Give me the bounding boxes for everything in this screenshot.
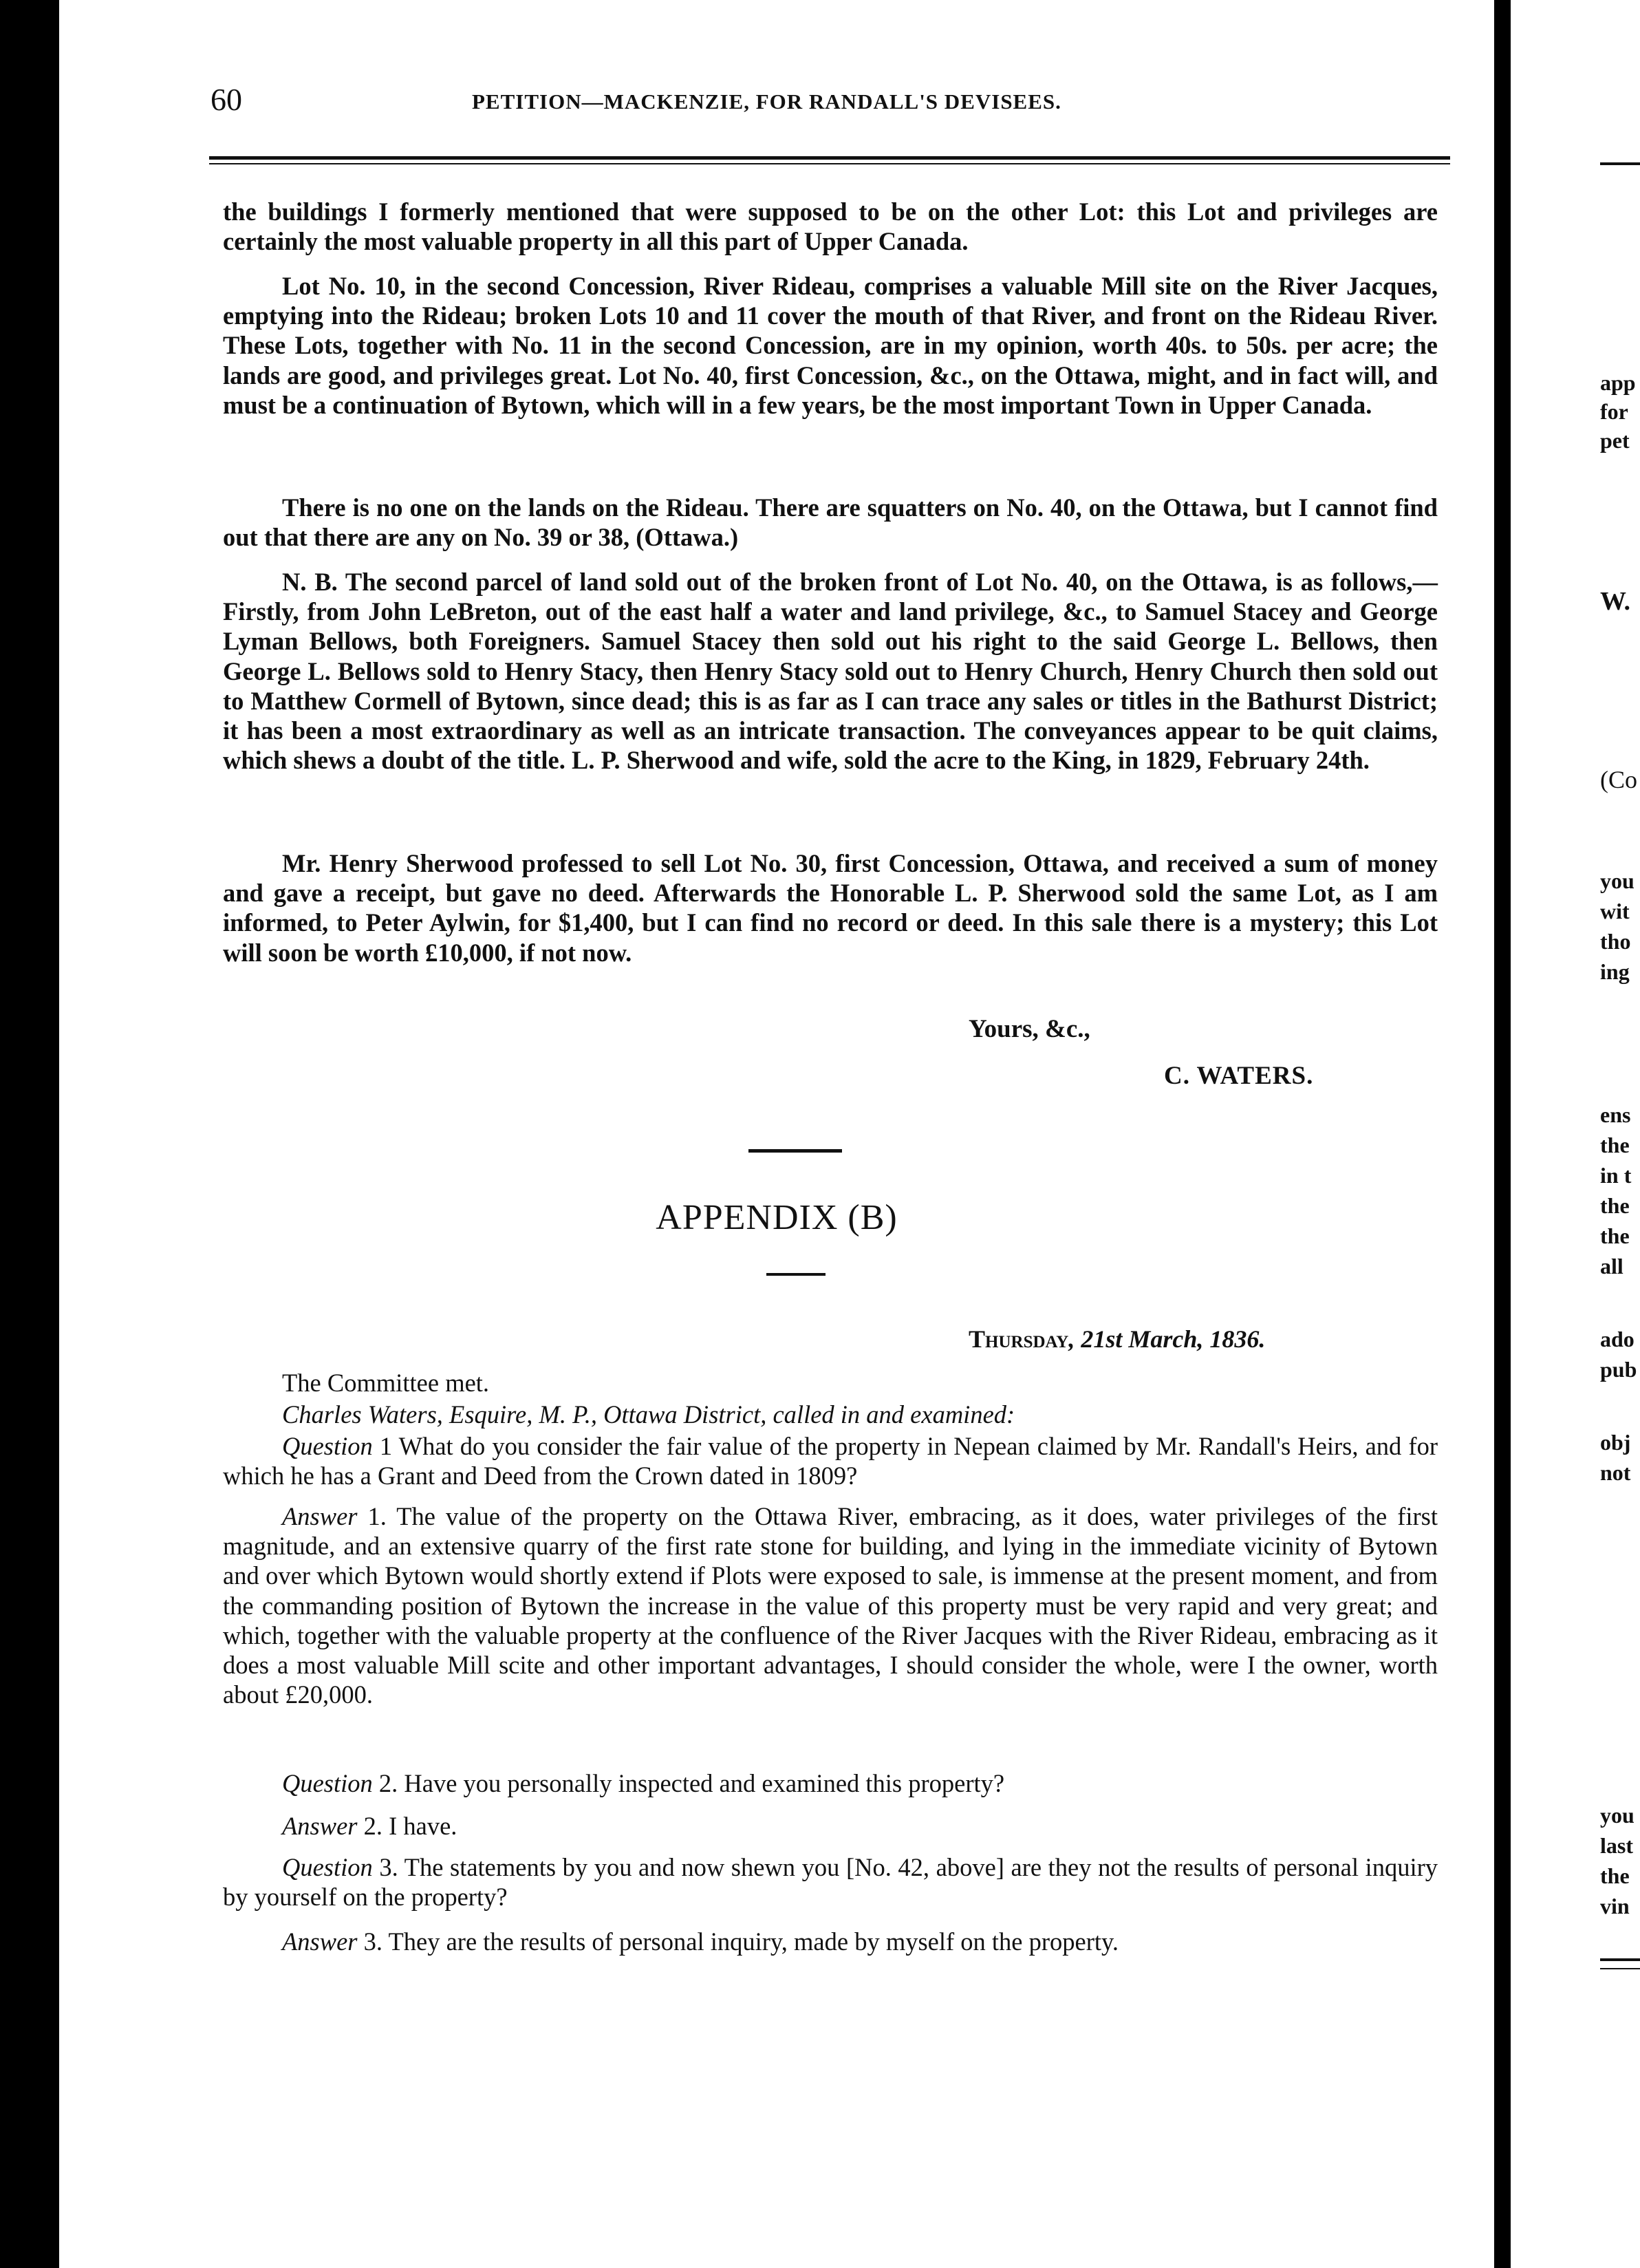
- facing-fragment: ens: [1600, 1102, 1631, 1127]
- answer-3-text: 3. They are the results of personal inquiry, made by myself on the property.: [357, 1927, 1119, 1956]
- answer-1: [223, 1501, 1438, 1709]
- facing-fragment: W.: [1600, 587, 1631, 616]
- answer-1-text: 1. The value of the property on the Ottawa River, embracing, as it does, water privileges of the first magnitude, and an extensive quarry of the first rate stone for building, and lying in the immediate vicinity of Bytown and over which Bytown would shortly extend if Plots were exposed to sale, is immense at the present moment, and from the commanding position of Bytown the increase in the value of this property must be very rapid and very great; and which, together with the valuable property at the confluence of the River Jacques with the River Rideau, embracing as it does a most valuable Mill scite and other important advantages, I should consider the whole, were I the owner, worth about £20,000.: [223, 1502, 1438, 1709]
- committee-met: The Committee met.: [282, 1369, 490, 1397]
- answer-2-label: Answer: [282, 1812, 358, 1840]
- facing-fragment: the: [1600, 1863, 1630, 1888]
- facing-fragment: ing: [1600, 959, 1630, 984]
- facing-header-rule: [1600, 162, 1640, 165]
- facing-fragment: not: [1600, 1460, 1631, 1485]
- witness-line: Charles Waters, Esquire, M. P., Ottawa District, called in and examined:: [282, 1400, 1015, 1429]
- facing-fragment: (Co: [1600, 766, 1637, 793]
- question-2-label: Question: [282, 1769, 373, 1797]
- facing-fragment: wit: [1600, 899, 1630, 923]
- facing-fragment: pub: [1600, 1357, 1637, 1382]
- facing-fragment: last: [1600, 1833, 1633, 1858]
- answer-3: [223, 1927, 1438, 1956]
- facing-fragment: all: [1600, 1254, 1623, 1279]
- letter-signature: C. WATERS.: [1164, 1062, 1314, 1090]
- letter-paragraph-3: There is no one on the lands on the Rideau. There are squatters on No. 40, on the Ottawa, but I cannot find out that there are any on No. 39 or 38, (Ottawa.): [223, 493, 1438, 552]
- facing-fragment: in t: [1600, 1163, 1632, 1188]
- facing-fragment: vin: [1600, 1894, 1630, 1918]
- appendix-heading: APPENDIX (B): [656, 1198, 898, 1237]
- facing-fragment: ado: [1600, 1327, 1634, 1351]
- appendix-date: [969, 1325, 1265, 1354]
- section-divider-top: [748, 1149, 842, 1153]
- facing-fragment: pet: [1600, 428, 1630, 453]
- facing-fragment: you: [1600, 1803, 1634, 1828]
- facing-fragment: you: [1600, 868, 1634, 893]
- facing-fragment: obj: [1600, 1430, 1631, 1455]
- letter-paragraph-5: Mr. Henry Sherwood professed to sell Lot No. 30, first Concession, Ottawa, and received a sum of money and gave a receipt, but gave no deed. Afterwards the Honorable L. P. Sherwood sold the same Lot, as I am informed, to Peter Aylwin, for $1,400, but I can find no record or deed. In this sale there is a mystery; this Lot will soon be worth £10,000, if not now.: [223, 849, 1438, 967]
- facing-fragment: the: [1600, 1193, 1630, 1218]
- section-divider-bottom: [766, 1273, 826, 1276]
- facing-fragment: the: [1600, 1133, 1630, 1157]
- question-3-label: Question: [282, 1853, 373, 1881]
- running-title: PETITION—MACKENZIE, FOR RANDALL'S DEVISEES.: [472, 89, 1061, 114]
- letter-paragraph-2: Lot No. 10, in the second Concession, River Rideau, comprises a valuable Mill site on the River Jacques, emptying into the Rideau; broken Lots 10 and 11 cover the mouth of that River, and front on the Rideau River. These Lots, together with No. 11 in the second Concession, are in my opinion, worth 40s. to 50s. per acre; the lands are good, and privileges great. Lot No. 40, first Concession, &c., on the Ottawa, might, and in fact will, and must be a continuation of Bytown, which will in a few years, be the most important Town in Upper Canada.: [223, 272, 1438, 419]
- letter-paragraph-1: the buildings I formerly mentioned that were supposed to be on the other Lot: this Lot and privileges are certainly the most valuable property in all this part of Upper Canada.: [223, 197, 1438, 256]
- question-1: [223, 1431, 1438, 1490]
- facing-fragment: tho: [1600, 929, 1631, 954]
- answer-2-text: 2. I have.: [357, 1812, 457, 1840]
- header-rule-thin: [209, 163, 1450, 164]
- answer-2: [223, 1811, 1438, 1841]
- letter-paragraph-4: N. B. The second parcel of land sold out of the broken front of Lot No. 40, on the Ottawa, is as follows,—Firstly, from John LeBreton, out of the east half a water and land privilege, &c., to Samuel Stacey and George Lyman Bellows, both Foreigners. Samuel Stacey then sold out his right to the said George L. Bellows, then George L. Bellows sold to Henry Stacy, then Henry Stacy sold out to Henry Church, Henry Church then sold out to Matthew Cormell of Bytown, since dead; this is as far as I can trace any sales or titles in the Bathurst District; it has been a most extraordinary as well as an intricate transaction. The conveyances appear to be quit claims, which shews a doubt of the title. L. P. Sherwood and wife, sold the acre to the King, in 1829, February 24th.: [223, 568, 1438, 775]
- letter-closing: Yours, &c.,: [969, 1015, 1090, 1043]
- facing-fragment: app: [1600, 370, 1636, 395]
- answer-3-label: Answer: [282, 1927, 358, 1956]
- question-2: [223, 1768, 1438, 1798]
- page-number: 60: [211, 82, 242, 117]
- facing-footer-rule-thin: [1600, 1968, 1640, 1969]
- question-2-text: 2. Have you personally inspected and examined this property?: [372, 1769, 1005, 1797]
- book-page: [59, 0, 1494, 2268]
- date-day: Thursday: [969, 1325, 1069, 1353]
- question-3: [223, 1852, 1438, 1912]
- facing-fragment: the: [1600, 1223, 1630, 1248]
- date-rest: , 21st March, 1836.: [1068, 1325, 1266, 1353]
- facing-page-edge: [1511, 0, 1640, 2268]
- question-1-label: Question: [282, 1432, 373, 1460]
- facing-fragment: for: [1600, 399, 1628, 424]
- header-rule-thick: [209, 156, 1450, 160]
- question-1-text: 1 What do you consider the fair value of the property in Nepean claimed by Mr. Randall's Heirs, and for which he has a Grant and Deed from the Crown dated in 1809?: [223, 1432, 1438, 1490]
- answer-1-label: Answer: [282, 1502, 358, 1530]
- facing-footer-rule: [1600, 1958, 1640, 1961]
- question-3-text: 3. The statements by you and now shewn you [No. 42, above] are they not the results of personal inquiry by yourself on the property?: [223, 1853, 1438, 1912]
